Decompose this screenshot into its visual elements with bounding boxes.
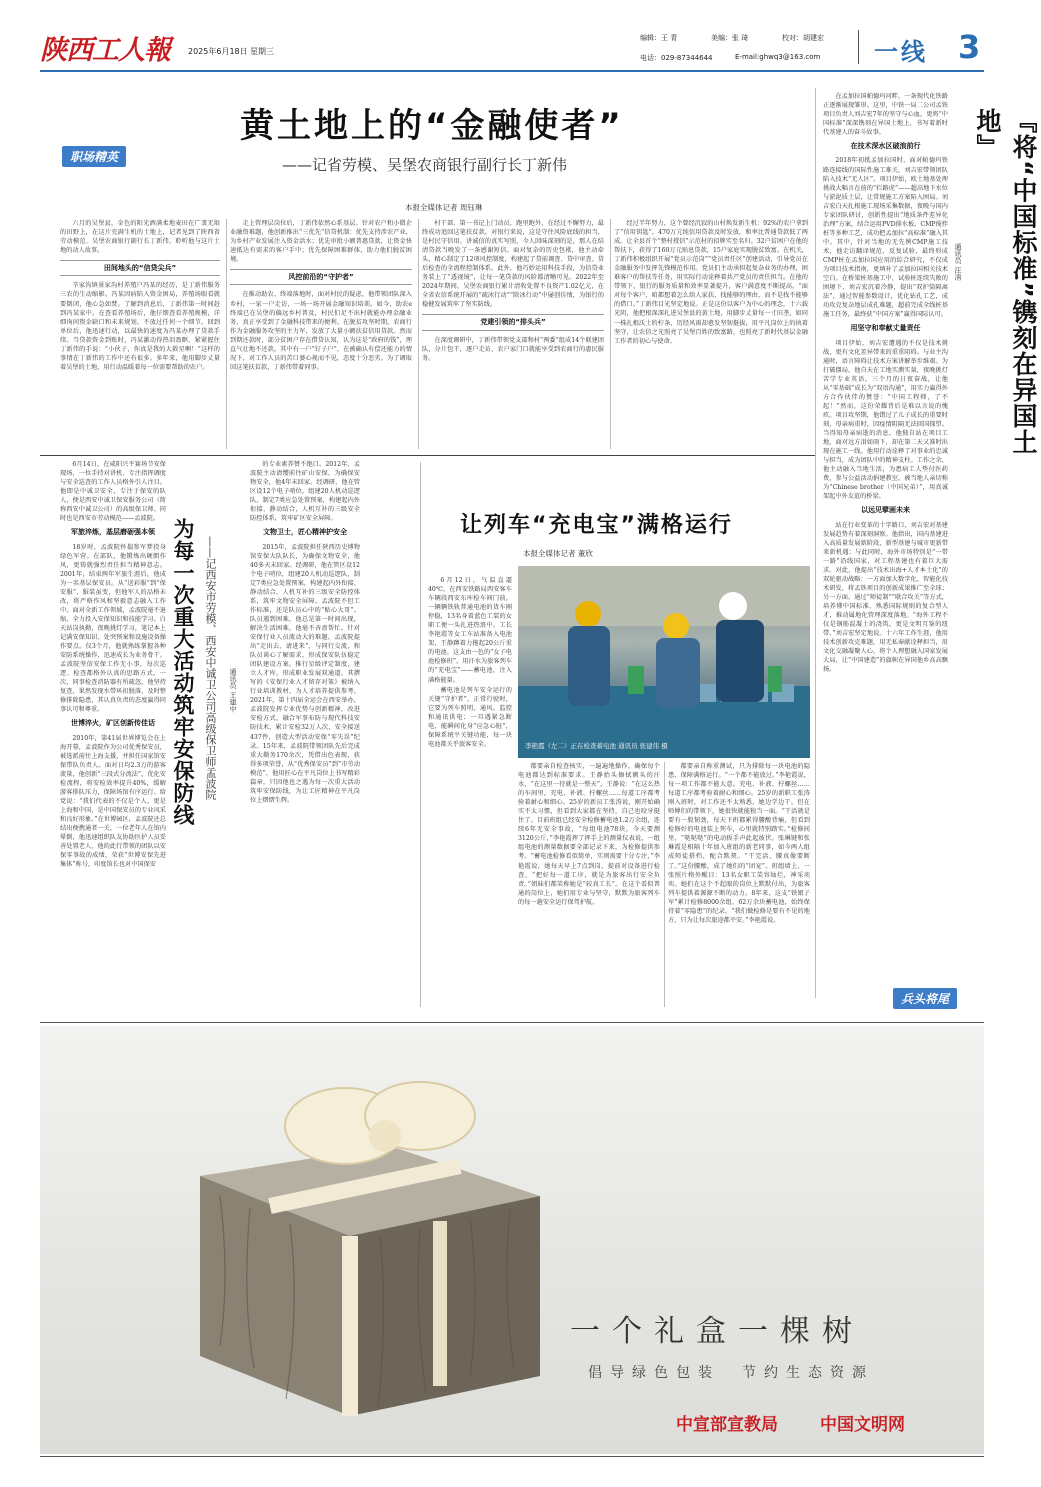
proofreader-credit: 校对：胡建宏 [782,34,824,42]
story4-para-2: 项目伊始，刘吉宏遭遇的不仅是技术挑战，更有文化差异带来的重重阻碍。与业主沟通时，语言障碍让技术方案讲解举步维艰。为打破僵局，他自天在工地实测实量，夜晚挑灯苦学专业英语，三个月的日夜奋战，让他从“零基础”成长为“双语沟通”，用实力赢得外方合作伙伴的赞誉：“中国工程师，了不起！”然而，这份荣耀背后是难以言说的愧疚。项目攻坚期，他错过了儿子成长的重要时刻，母亲病重时，因疫情阻隔无法回国探望。当得知母亲病逝的消息，他独自站在项目工地，面对远方泪如雨下，却在第二天又准时出现在施工一线。他用行动诠释了对事业的忠诚与担当，成为团队中的精神支柱。工作之余，他主动融入当地生活，为患病工人垫付医药费，参与公益活动捐建教室，被当地人亲切称为“Chinese brother（中国兄弟）”，用真诚架起中外友谊的桥梁。 [823,339,948,501]
story1-intro: 六月的吴堡县，金色的阳光洒满柔地麦田在广袤无垠的田野上，在这片充满生机的土地上，记者见到了陕西省劳动模范、吴堡农商银行副行长丁新伟，聆听他与这片土地的动人故事。 [60,220,220,255]
contact-phone: 电话：029-87344644 [640,54,713,62]
designer-credit: 美编：张 琦 [711,34,749,42]
story-anbao [0,458,440,1018]
section-rule [40,455,815,456]
ad-top-rule [40,1022,984,1023]
photo-illustration [518,566,810,758]
story2-intro: 6月14日，在咸阳兴平赛场节安保现场，一位手持对讲机、专注指挥调度与安全巡查的工作人员格外引人注目。他即是中诚卫安全，专注于保安的队人，便是西安中诚卫保安服务公司（简称西安中诚卫公司）的高级保卫师、同时也是西安市劳动模范——孟波院。 [60,461,166,523]
story4-para-3: 站在行业变革的十字路口，刘吉宏对基建发展趋势有着深刻洞察。他指出，国内基建进入高质量发展新阶段，新型基建与城市更新带来新机遇；与此同时，海外市场特别是“一带一路”沿线国家，对工程基建也有着巨大需求。对此，他提出“技术出海+人才本土化”的双轮驱动战略：一方面加大数字化、智能化技术研发，将孟铁项目的创新成果推广至全球；另一方面，通过“师徒制”“联合攻关”等方式，培养懂中国标准、熟悉国际规则的复合型人才，推动属地化管理深度落地。“海外工程不仅是钢筋混凝土的浇筑，更是文明互鉴的纽带。”刘吉宏坚定地说。十六年工作生涯，他用技术创新攻克难题，用无私奉献诠释担当，用文化交融凝聚人心，将个人理想融入国家发展大局，让“中国建造”的旗帜在异国他乡高高飘扬。 [823,521,948,674]
story1-column-3 [422,219,604,459]
masthead-divider [858,30,859,64]
story1-para-1: 辛家沟镇景家沟村养殖户冯某的经历，是丁新伟服务三农的生动缩影。冯某因病陷入资金困局，养殖场眼看就要倒闭，他心急如焚。了解到消息后，丁新伟第一时间赶到冯某家中。在查看养殖场后，他仔细查看养殖规模，详细询问资金缺口和未来规划，不放过任何一个细节。回到单位后，他迅速行动，以最快的速度为冯某办理了贷款手续。当贷款资金到账时，冯某激动得热泪盈眶，紧紧握住丁新伟的手说：“小伙子，你真是我的大救星啊！”这样的事情在丁新伟的工作中还有很多。多年来，他用脚步丈量着吴堡的土地，用行动温暖着每一位需要帮助的农户。 [60,282,220,371]
story4-byline: 通讯员 汪清 [954,243,962,281]
story1-column-2 [230,219,412,459]
editor-credit: 编辑：王 青 [640,34,678,42]
story1-para-4: 村干部、第一书记上门动员，跑里跑外，在经过不懈努力，最终成功追回这笔扶贫款。对银行来说，这是守住风险底线的担当，是村民守信用、讲诚信的真实写照，今人回味深刻的是，那人在结清贷款当晚发了一条感谢短信。面对复杂的历史包袱，他主动牵头，精心制定了12项风控制度，构建起了贷前调查、贷中审查、贷后检查的全流程控制体系。此外，他巧妙运用科技手段，为信贷业务装上了“透视镜”，让每一笔贷款的风险都清晰可见。2022年至2024年期间，吴堡农商银行累计清收处置不良资产1.02亿元，在全省农信系统开展的“疏冰行动”“除冰行动”中屡创佳绩，为银行的稳健发展筑牢了坚实防线。 [422,220,604,309]
workers-photo [518,566,810,758]
story1-column-1 [60,219,220,459]
story2-subhead-2: 世博淬火，矿区创新传佳话 [71,719,155,728]
story3-title: 让列车“充电宝”满格运行 [460,513,733,538]
story2-subhead-1: 军旅淬炼，基层磨砺强本领 [71,528,155,537]
col-divider [226,219,227,449]
ad-credit-2: 中国文明网 [820,1415,905,1435]
page-bottom-rule [40,1456,984,1457]
col-divider [420,462,421,1007]
page-number: 3 [958,28,981,66]
public-service-ad [40,1026,984,1454]
story1-column-4 [614,219,808,459]
story4-subhead-1: 在技术深水区破浪前行 [850,142,921,151]
gift-box-illustration [160,1036,580,1446]
story2-column-1 [60,460,166,1010]
contact-email: E-mail:ghwq3@163.com [735,53,821,61]
story2-para-2: 2010年，第41届世界博览会在上海开幕，孟波院作为公司优秀保安员，被选派前往上海支援，并担任国家馆安保带队负责人。面对日均2.3万的游客流量，他创新“三段式分流法”，优化安检流程，将安检效率提升40%，缓解游客排队压力，保障场馆有序运行。给党说：“我们代表的不仅是个人，更是上海和中国，是中国保安员的专业风采和良好形象。”在世博园区，孟波院还总结出便携通者一关，一位老年人在馆内晕倒，他迅速组织队友协助医护人员妥善处置老人，他的此行带领的团队以安保零事故的成绩，荣获“世博安保先进集体”称号，印度馆长也对中国保安 [60,734,166,869]
story3-intro: 6月12日，气温直逼40℃，在西安铁路局西安客车车辆段西安东库检车间门前，一辆辆铁轨普通电池的货车刚停稳，13名身着蓝色工装的女职工便一头扎进热浪中。工长李艳霞等女工车站准备入电池架，王静蹲着力拖起20公斤重的电池。这支由一色的“女子电池检修班”，用汗水为旅客列车的“充电宝”——蓄电池，注入满格能量。 [428,577,512,684]
story1-subhead-3: 党建引领的“排头兵” [422,314,604,330]
story3-para-3: 都要亲自称重测试，只为排除每一块电池的隐患，保障满格运行。“一个都不能放过。”李艳霞说，每一项工作都不能大意。充电、补液、拧螺丝……每道工序都考验着耐心和细心。25岁的新职工张涛刚入班时，对工作还不太熟悉，她边学边干。但在师傅们的带领下，她很快就能独当一面。“干活就是要有一股韧劲，每天下班都累得腰酸背痛，但看到检修好的电池装上列车，心里就特别踏实。”检修间里，“哒哒哒”的电动扳手声此起彼伏。张琳键和张琳霞是相隔十年加入班组的新老同事，如今两人组成师徒搭档，配合默契。“干完活，腰真像要断了。”这份腰酸，成了她们的“团宠”。班组墙上，一张照片格外醒目：13名女职工笑容灿烂，神采奕奕。她们在这个不起眼的岗位上默默付出，为旅客列车提供着源源不断的动力。8年来，这支“铁娘子军”累计检修8000余组、62万余块蓄电池，始终保持着“零隐患”的纪录。“我们做检修是要有不见的地方，只为让每次旅途都平安。”李艳霞说。 [668,763,810,924]
story3-para-2: 都要亲自检查核实，一遍遍地操作，确保每个电池都达到标准要求。王静抬头擦拭额头的汗水，“在这里一待就是一整天”，王静说：“在这么热的车间里，充电、补液、拧螺丝……每道工序都考验着耐心和细心。25岁的新员工张涛说，刚开始确实不太习惯，但看到大家都在坚持，自己也咬牙挺住了。目前班组已经安全检修蓄电池1.2万余组，连续6年无安全事故，“每组电池78块，今天要测3120公斤，”李艳霞挥了挥手上的测量仪表说，一组组电池的测量数据要全部记录下来，为检修提供参考。“蓄电池检修看似简单，实则需要十分专注，”李艳霞说，她每天早上7点到岗，提前对设备进行检查，“把好每一道工序，就是为旅客出行安全负责。”姐妹们都笑称她是“较真工长”。在这个看似普通的岗位上，她们用专业与坚守，默默为旅客列车的每一趟安全运行保驾护航。 [518,763,660,906]
story4-subhead-3: 以远见擘画未来 [861,506,910,515]
story1-subhead-1: 田间地头的“信贷尖兵” [60,260,220,276]
story2-byline: 通讯员 王建中 [229,668,237,713]
story2-para-1: 18岁时，孟波院怀揣参军梦投身绿色军营。在部队，他锻炼出硬朗作风，更铸就强烈责任担当精神意志。2001年，结束两年军旅生涯后，他成为一名基层保安员。从“送彩服”到“保安服”，服装虽变，但他军人的品格未改，将严格作风和坚毅意志融入工作中。面对全新工作领域，孟波院毫不退缩，全力投入安保知识和技能学习。白天站岗执勤，夜晚挑灯学习，笔记本上记满安保知识、处突预案和设施设备操作要点。仅3个月，他就熟练掌握各种安防系统操作，迅速成长为业务骨干。孟波院坚信安保工作无小事，每次巡逻、检查都格外认真的思路方式，一次，同事检查消防器有所疏忽，他坚持复查，果然发现水带环扣脱落，及时整修排除隐患，其认真负责的态度赢得同事认可和尊重。 [60,543,166,714]
story4-subhead-2: 用坚守和奉献丈量责任 [850,324,921,333]
col-divider [664,762,665,1007]
story-chongdianbao [425,458,815,1018]
story4-title: 『将“中国标准”镌刻在异国土地』 [973,108,1038,455]
story3-column-1 [428,576,512,1011]
ad-slogan: 倡导绿色包装 节约生态资源 [588,1365,874,1381]
story4-column [823,92,948,992]
story1-para-3: 在推动助农、终端落地时，面对村民的疑虑，他带领团队深入乡村，一家一户走访，一场一场开展金融知识培训。如今，助农e终端已在吴堡的偏远乡村普及，村民们足不出村就能办理金融业务，真正享受到了金融科技带来的便利。在脱贫攻坚时期，农商行作为金融服务攻坚的主力军，发放了大量小额扶贫信用贷款。然而到期还款时，部分贫困户存在借贷认知，认为这是“政府的钱”，理直气壮地不还款。其中有一户“钉子户”，在被确认有偿还能力的情况下，对工作人员的苦口婆心视而不见，态度十分恶劣。为了调取回这笔扶贫款，丁新伟带着同事。 [230,291,412,371]
story3-column-3 [668,762,810,1012]
story3-byline: 本报全媒体记者 董欣 [523,549,593,558]
story4-para-1: 2018年初抵孟加拉国时，面对帕德玛铁路连接线的国际性施工难关，刘吉宏带领团队陷入技术“无人区”。项目伊始，欧土地基处理挑战大幅言在前的“拦路虎”——超高地下水位与淤泥质土层，让常规施工方案陷入困局。刘吉宏白天扎根施工现场采集数据，夜晚与国内专家团队研讨，创新性提出“地质条件差异化治理”方案，结合运用PVD排水板、CMP搅拌桩等多种工艺，成功把孟加拉“高标准”融入其中。其中，针对当地的无先例CMP施工技术，他走访翻译规范、反复试验，最终形成CMP桩在孟加拉国应用的综合研究，不仅成为项目技术指南，更填补了孟加拉国相关技术空白。在桥梁桩基施工中，试验桩连续失败的困境下，刘吉宏沉着冷静，提出“双护筒隔离法”，通过智能参数设计，优化钻孔工艺，成功攻克复杂地层成孔难题，超前完成全线桩基施工任务，最终获“中国方案”赢得国际认可。 [823,157,948,319]
col-divider [815,88,816,998]
col-divider [610,219,611,449]
story4-intro: 在孟加拉国帕德玛河畔，一条现代化铁路正逐渐展现雏形。这里，中铁一局二公司孟铁项目负责人刘吉宏7年的坚守与心血，更将“中国标准”深深镌刻在异国土地上，书写着新时代基建人的奋斗故事。 [823,93,948,137]
story2-para-4: 2015年，孟波院担任陕西历史博物馆安保大队队长，为确保文物安全，他40多天未回家。经调研，他在管区设12个电子哨位，组建20人机动巡逻队，制定7类应急处置预案，构建起内外衔接、静动结合，人机互补的三级安全防控体系，筑牢文物安全屏障。孟波院不但工作标准，还是队员心中的“贴心大哥”。队员遇到困难，他总是第一时间出现，解决生活困难，他毫不吝啬帮忙。针对安保行业人员流动大的难题，孟波院提出“走出去、请进来”，与同行交流，和队员谈心了解需求，形成保安队伍稳定团队建设方案。推行星级评定制度，建立人才库，形成职业发展双通道。其撰写的《安保行业人才留存对策》被纳入行业培训教材，为人才培养提供参考。2021年，第十四届全运会在西安举办，孟波院发挥专业优势与创新精神，改进安检方式，融合军事布防与现代科技安防技术，累计安检32万人次，安全接送437件，创造大型活动安保“零失误”纪录。15年来，孟波院带领团队先后完成重大勤务170余次，凭借出色表现，获得多项荣誉，从“优秀保安员”到“市劳动模范”，他用匠心在平凡岗位上书写精彩篇章，只因他也之遇为每一次重大活动筑牢安保防线，为让工匠精神在平凡岗位上熠熠生辉。 [250,543,360,804]
story1-subhead-2: 风控前沿的“守护者” [230,269,412,285]
column-tag-zhichang: 职场精英 [62,146,126,167]
masthead [0,0,1024,72]
story3-para-1: 蓄电池是列车安全运行的关键“守护者”，正常行驶时，它要为列车照明、通风、监控和通讯供电；一旦遇紧急断电，能瞬间化身“应急心脏”，保障系统平关键功能，每一块电池都关乎旅客安全。 [428,686,512,748]
story1-byline: 本报全媒体记者 周钰琳 [405,203,483,212]
story-zhongguo-biaozhun [815,88,1038,1013]
story2-para-3: 的专业素养赞不绝口。2012年，孟波院主动请缨前往矿山安保、为确保安物安全，他4年未回家。经调研，他在管区设12个电子哨位，组建20人机动巡逻队，制定7类应急处置预案，构建起内外衔接、静动结合，人机互补的三级安全防控体系，筑牢矿区安全屏障。 [250,461,360,523]
photo-caption: 李艳霞（左二）正在检查蓄电池 通讯员 张建伟 摄 [525,742,668,750]
issue-weekday: 星期三 [250,47,274,56]
ad-headline: 一个礼盒一棵树 [570,1314,864,1349]
ad-credit-1: 中宣部宣教局 [676,1415,778,1435]
story2-title: 为每一次重大活动筑牢安保防线 [171,518,195,826]
story1-subtitle: ——记省劳模、吴堡农商银行副行长丁新伟 [282,156,568,174]
story2-column-2 [250,460,360,1010]
newspaper-logo: 陕西工人報 [40,35,170,66]
story2-subtitle: ——记西安市劳模、西安中诚卫公司高级保卫师孟波院 [204,536,217,800]
column-tag-bingtou: 兵头将尾 [893,988,957,1009]
story1-para-2: 走上管理层岗位后，丁新伟依然心系基层。针对农户和小微企业融资难题，他创新推出“三优先”信贷机制：优先支持涉农产业，为乡村产业发展注入资金活水；优先审批小额普惠贷款，让资金快速抵达有需求的客户手中；优先保障困难群体，助力他们脱贫困境。 [230,220,412,264]
section-name: 一线 [874,38,928,66]
story2-subhead-3: 文物卫士，匠心精神护安全 [263,528,347,537]
story1-title: 黄土地上的“金融使者” [240,106,624,146]
story-jinrong [0,72,814,452]
issue-date: 2025年6月18日 [188,47,248,56]
story3-column-2 [518,762,660,1012]
col-divider [418,219,419,449]
story1-para-5: 在深度调研中，丁新伟带领党支部和村“两委”组成14个联建团队，分片包干，逐户走访，农户家门口就能享受到农商行的惠民服务。 [422,336,604,362]
story1-para-6: 经过半年努力，这个曾经沉寂的山村焕发新生机：92%的农户拿到了“信用钥匙”，470万元纯信用贷款及时发放，和率比普通贷款低了两成。让全县首个“整村授信”示范村的招牌实至名归。32户贫困户在他的帮扶下，获得了160万元贴息贷款，15户家庭实现脱贫致富。在机关，丁新伟积极组织开展“党员示范岗”“党员责任区”创建活动，引导党员在金融服务中发挥先锋模范作用。党员们主动承担起复杂业务的办理，困难客户的帮扶等任务，用实际行动诠释着共产党员的责任担当。在他的带领下，银行的服务质量和效率显著提升，客户满意度不断提高。“面对每个客户，咱都想着怎么给人家扶，找能够的理由，而不是找不能够的借口。”丁新伟目光坚定地说。正是这份以客户为中心的理念，十六载光阴，他把根深深扎进吴堡县的黄土地，用脚步丈量每一寸田垄，如同一株扎根沃土的柠条，历经风雨却愈发坚韧挺拔，用平凡岗位上的执着坚守，让农信之光照亮了吴堡百姓的致富路，也照亮了新时代基层金融工作者的初心与使命。 [614,220,808,345]
